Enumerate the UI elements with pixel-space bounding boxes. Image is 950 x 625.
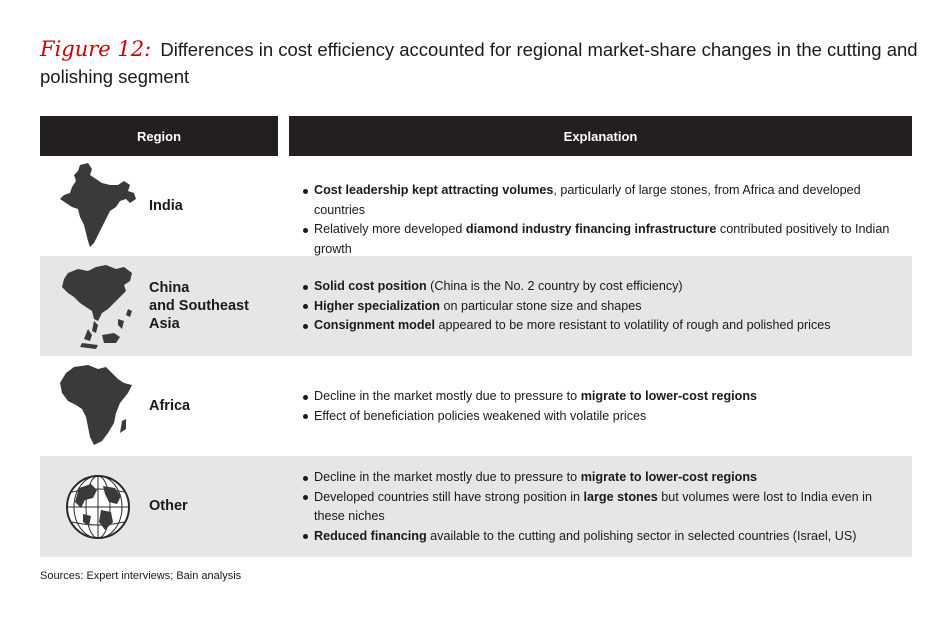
list-item: Consignment model appeared to be more resistant to volatility of rough and polished prices xyxy=(302,316,902,336)
table-row xyxy=(40,456,912,557)
africa-map-icon xyxy=(58,357,138,455)
bullet-list xyxy=(302,468,872,546)
list-item: Relatively more developed diamond industry financing infrastructure contributed positively to Indian growth xyxy=(302,220,902,259)
table-row xyxy=(40,157,912,255)
figure-title-text: Differences in cost efficiency accounted for regional market-share changes in the cutting and polishing segment xyxy=(40,39,918,87)
region-name: China and Southeast Asia xyxy=(149,280,249,332)
figure-label: Figure 12: xyxy=(40,37,152,61)
china-southeast-asia-map-icon xyxy=(58,256,138,356)
list-item: Developed countries still have strong position in large stones but volumes were lost to India even in these niches xyxy=(302,488,872,527)
india-map-icon xyxy=(58,157,138,255)
list-item: Cost leadership kept attracting volumes, particularly of large stones, from Africa and developed countries xyxy=(302,181,902,220)
list-item: Decline in the market mostly due to pressure to migrate to lower-cost regions xyxy=(302,468,872,488)
bullet-list xyxy=(302,277,902,336)
list-item: Solid cost position (China is the No. 2 country by cost efficiency) xyxy=(302,277,902,297)
table-row xyxy=(40,256,912,356)
globe-icon xyxy=(58,456,138,557)
source-note: Sources: Expert interviews; Bain analysis xyxy=(40,570,242,582)
list-item: Higher specialization on particular stone size and shapes xyxy=(302,297,902,317)
list-item: Reduced financing available to the cutting and polishing sector in selected countries (Israel, US) xyxy=(302,527,872,547)
header-region: Region xyxy=(40,116,278,156)
table-row xyxy=(40,357,912,455)
list-item: Decline in the market mostly due to pressure to migrate to lower-cost regions xyxy=(302,387,902,407)
region-name: India xyxy=(149,198,183,214)
region-name: Africa xyxy=(149,398,191,414)
header-explanation: Explanation xyxy=(289,116,912,156)
bullet-list xyxy=(302,387,902,426)
list-item: Effect of beneficiation policies weakened with volatile prices xyxy=(302,407,902,427)
figure-title xyxy=(40,36,920,90)
region-name: Other xyxy=(149,498,188,514)
